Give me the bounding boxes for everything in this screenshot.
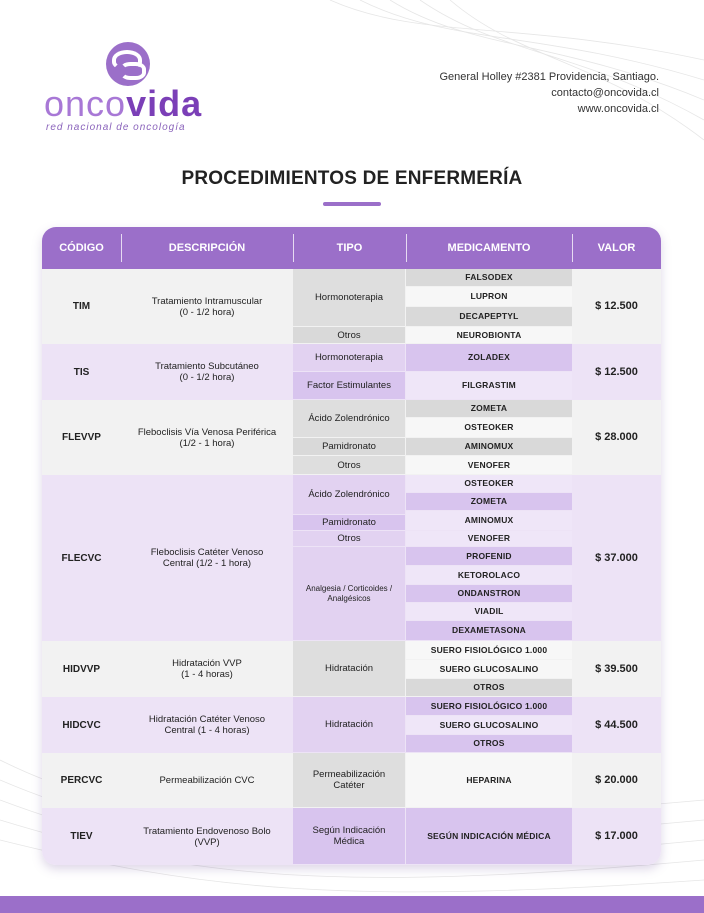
contact-email: contacto@oncovida.cl <box>551 87 659 99</box>
row-tipo: Factor Estimulantes <box>293 372 405 399</box>
row-medicamento: OSTEOKER <box>406 475 572 492</box>
row-tipo: Según Indicación Médica <box>293 808 405 864</box>
row-medicamento: ZOLADEX <box>406 344 572 371</box>
header-descripcion: DESCRIPCIÓN <box>168 242 246 254</box>
procedures-table <box>42 227 661 865</box>
row-medicamento: SUERO FISIOLÓGICO 1.000 <box>406 641 572 659</box>
row-value: $ 39.500 <box>595 662 638 675</box>
row-code: PERCVC <box>60 775 103 786</box>
header-medicamento: MEDICAMENTO <box>447 242 531 254</box>
row-medicamento: DECAPEPTYL <box>406 307 572 326</box>
row-description: Fleboclisis Catéter Venoso Central (1/2 - 1 hora) <box>150 547 264 569</box>
row-medicamento: OTROS <box>406 679 572 696</box>
row-tipo: Otros <box>293 531 405 546</box>
row-medicamento: OTROS <box>406 735 572 752</box>
row-description: Hidratación Catéter Venoso Central (1 - 4 horas) <box>148 714 266 736</box>
contact-address: General Holley #2381 Providencia, Santiago. <box>439 71 659 83</box>
header-valor: VALOR <box>597 242 636 254</box>
row-medicamento: KETOROLACO <box>406 566 572 584</box>
row-tipo: Hormonoterapia <box>293 344 405 371</box>
row-tipo: Hormonoterapia <box>293 269 405 326</box>
row-tipo: Otros <box>293 327 405 343</box>
brand-name-part1: onco <box>44 83 127 124</box>
contact-website: www.oncovida.cl <box>577 103 659 115</box>
brand-tagline: red nacional de oncología <box>46 122 186 133</box>
contact-block <box>439 69 659 117</box>
row-code: FLECVC <box>61 552 102 564</box>
brand-mark-icon <box>106 42 150 86</box>
row-code: TIM <box>72 301 91 312</box>
row-description: Tratamiento Intramuscular (0 - 1/2 hora) <box>151 295 263 318</box>
row-description: Fleboclisis Vía Venosa Periférica (1/2 - 1 hora) <box>137 426 277 449</box>
row-medicamento: AMINOMUX <box>406 438 572 455</box>
row-tipo: Hidratación <box>293 641 405 696</box>
row-value: $ 37.000 <box>595 551 638 564</box>
row-description: Hidratación VVP (1 - 4 horas) <box>172 658 242 680</box>
row-medicamento: DEXAMETASONA <box>406 621 572 640</box>
row-description: Tratamiento Subcutáneo (0 - 1/2 hora) <box>155 361 259 383</box>
row-medicamento: OSTEOKER <box>406 418 572 437</box>
row-value: $ 28.000 <box>595 431 638 443</box>
title-underline <box>323 202 381 206</box>
row-medicamento: FILGRASTIM <box>406 372 572 399</box>
header-codigo: CÓDIGO <box>59 242 104 254</box>
row-description: Permeabilización CVC <box>159 775 255 786</box>
row-tipo: Permeabilización Catéter <box>293 753 405 807</box>
oncovida-logo <box>44 40 219 135</box>
row-medicamento: SUERO GLUCOSALINO <box>406 716 572 734</box>
row-tipo: Analgesia / Corticoides / Analgésicos <box>293 547 405 640</box>
row-code: HIDVVP <box>62 663 101 675</box>
row-medicamento: NEUROBIONTA <box>406 327 572 343</box>
row-value: $ 20.000 <box>595 774 638 786</box>
footer-bar <box>0 896 704 913</box>
row-tipo: Ácido Zolendrónico <box>293 400 405 437</box>
row-medicamento: ZOMETA <box>406 400 572 417</box>
row-value: $ 44.500 <box>595 718 638 731</box>
table-header <box>42 227 661 269</box>
row-code: TIS <box>73 366 90 378</box>
row-medicamento: ZOMETA <box>406 493 572 510</box>
brand-wordmark <box>44 84 202 124</box>
row-code: FLEVVP <box>62 432 101 443</box>
row-medicamento: FALSODEX <box>406 269 572 286</box>
row-description: Tratamiento Endovenoso Bolo (VVP) <box>143 825 271 848</box>
row-tipo: Pamidronato <box>293 515 405 530</box>
row-medicamento: HEPARINA <box>406 753 572 807</box>
row-code: TIEV <box>70 831 93 842</box>
row-medicamento: SUERO GLUCOSALINO <box>406 660 572 678</box>
row-value: $ 17.000 <box>595 830 638 842</box>
row-medicamento: VENOFER <box>406 531 572 546</box>
row-medicamento: VENOFER <box>406 456 572 474</box>
header-tipo: TIPO <box>336 242 363 254</box>
row-medicamento: PROFENID <box>406 547 572 565</box>
row-medicamento: VIADIL <box>406 603 572 620</box>
brand-name-part2: vida <box>126 83 203 124</box>
row-tipo: Hidratación <box>293 697 405 752</box>
row-value: $ 12.500 <box>595 300 638 312</box>
row-tipo: Otros <box>293 456 405 474</box>
row-medicamento: SUERO FISIOLÓGICO 1.000 <box>406 697 572 715</box>
row-code: HIDCVC <box>62 719 101 731</box>
row-tipo: Ácido Zolendrónico <box>293 475 405 514</box>
row-value: $ 12.500 <box>595 365 638 378</box>
row-medicamento: LUPRON <box>406 287 572 306</box>
page-title: PROCEDIMIENTOS DE ENFERMERÍA <box>181 168 523 189</box>
row-tipo: Pamidronato <box>293 438 405 455</box>
row-medicamento: ONDANSTRON <box>406 585 572 602</box>
row-medicamento: AMINOMUX <box>406 511 572 530</box>
row-medicamento: SEGÚN INDICACIÓN MÉDICA <box>406 808 572 864</box>
